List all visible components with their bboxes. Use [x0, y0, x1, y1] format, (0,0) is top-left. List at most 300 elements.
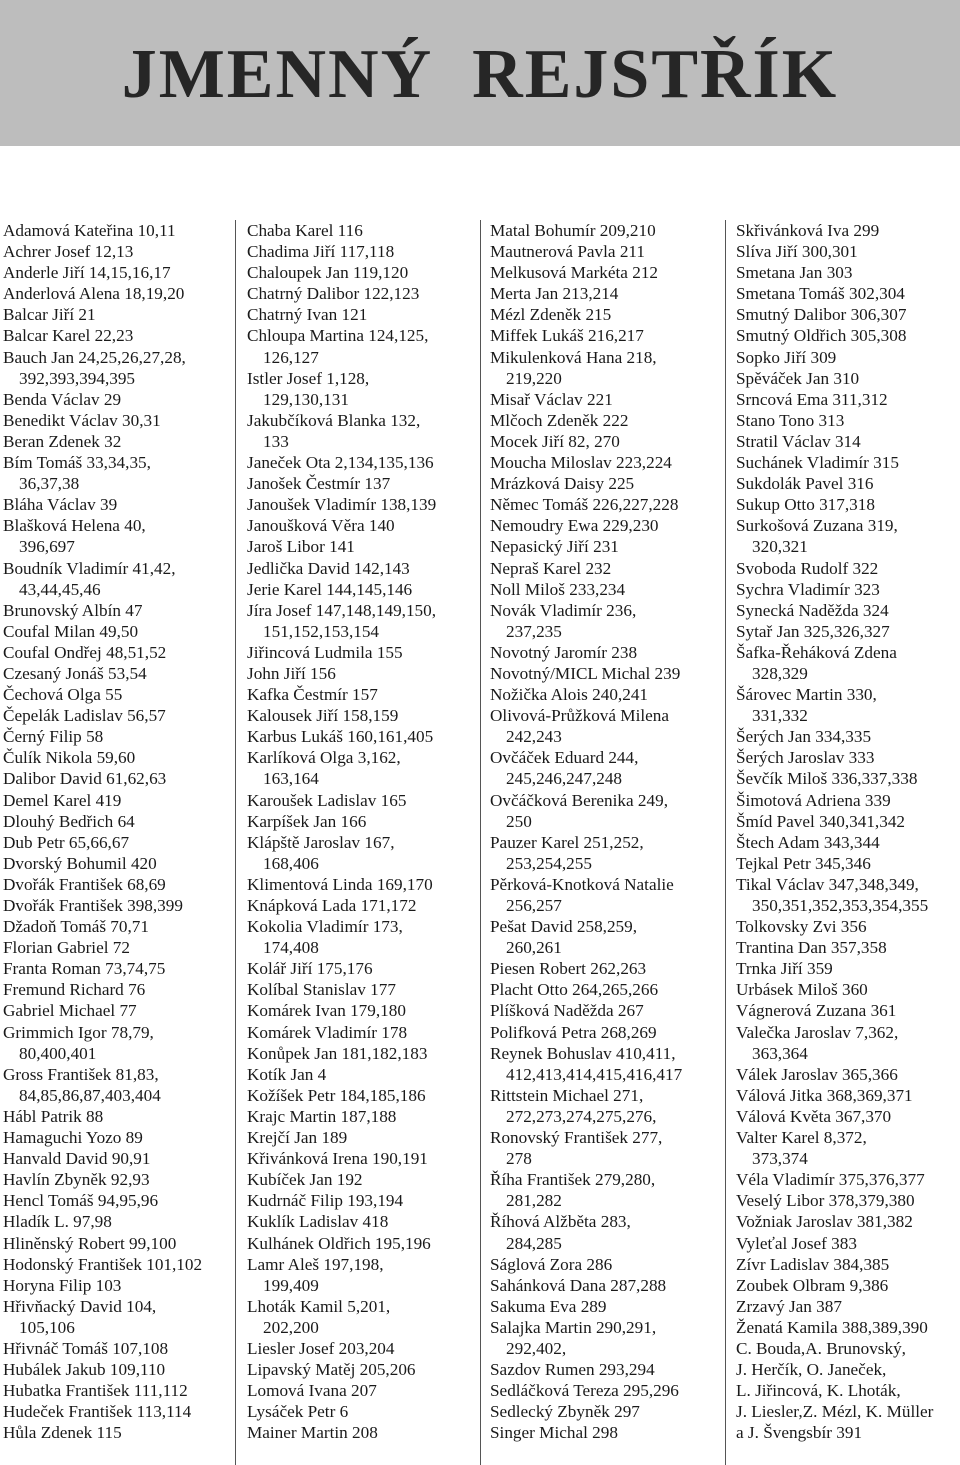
column-divider	[725, 220, 726, 1465]
entry-text: a J. Švengsbír 391	[736, 1423, 863, 1443]
index-entry	[3, 621, 231, 642]
index-entry	[736, 600, 958, 621]
index-entry	[736, 1106, 958, 1127]
index-entry	[3, 684, 231, 705]
entry-text: J. Liesler,Z. Mézl, K. Müller	[736, 1402, 934, 1422]
entry-continuation: 174,408	[263, 938, 319, 958]
entry-text: Hůla Zdenek 115	[3, 1423, 122, 1443]
entry-text: Gabriel Michael 77	[3, 1001, 137, 1021]
page-title: JMENNÝ REJSTŘÍK	[121, 36, 839, 113]
index-entry	[3, 220, 231, 241]
index-entry	[490, 241, 720, 262]
entry-text: Novotný/MICL Michal 239	[490, 663, 681, 683]
entry-text: Liesler Josef 203,204	[247, 1338, 395, 1358]
index-entry	[490, 1169, 720, 1211]
entry-text: Karoušek Ladislav 165	[247, 790, 407, 810]
entry-text: Hřivnáč Tomáš 107,108	[3, 1338, 169, 1358]
index-entry	[490, 663, 720, 684]
index-entry	[490, 473, 720, 494]
entry-text: Chatrný Ivan 121	[247, 305, 368, 325]
index-entry	[736, 1317, 958, 1338]
entry-text: Beran Zdenek 32	[3, 431, 122, 451]
entry-text: Sakuma Eva 289	[490, 1296, 607, 1316]
index-entry	[247, 811, 477, 832]
index-entry	[490, 1275, 720, 1296]
index-entry	[3, 1275, 231, 1296]
index-entry	[490, 747, 720, 789]
index-entry	[736, 642, 958, 684]
index-entry	[490, 874, 720, 916]
entry-text: Coufal Milan 49,50	[3, 621, 139, 641]
index-entry	[736, 1127, 958, 1169]
index-entry	[490, 431, 720, 452]
entry-text: Surkošová Zuzana 319,	[736, 516, 898, 536]
index-entry	[3, 642, 231, 663]
entry-text: Šmíd Pavel 340,341,342	[736, 811, 906, 831]
index-entry	[247, 1401, 477, 1422]
entry-text: Němec Tomáš 226,227,228	[490, 495, 679, 515]
index-entry	[736, 1169, 958, 1190]
entry-text: Bláha Václav 39	[3, 495, 118, 515]
index-entry	[490, 452, 720, 473]
index-entry	[247, 958, 477, 979]
entry-continuation: 281,282	[506, 1191, 562, 1211]
index-entry	[247, 494, 477, 515]
index-entry	[247, 1000, 477, 1021]
entry-text: Sukup Otto 317,318	[736, 495, 875, 515]
index-entry	[736, 747, 958, 768]
index-entry	[247, 1169, 477, 1190]
index-entry	[736, 832, 958, 853]
entry-text: Anderle Jiří 14,15,16,17	[3, 263, 171, 283]
index-entry	[736, 304, 958, 325]
index-entry	[490, 1085, 720, 1127]
entry-text: Hřivňacký David 104,	[3, 1296, 157, 1316]
entry-text: Nepasický Jiří 231	[490, 537, 619, 557]
entry-text: Čulík Nikola 59,60	[3, 748, 136, 768]
entry-continuation: 253,254,255	[506, 853, 592, 873]
index-entry	[247, 220, 477, 241]
entry-text: Janoušková Věra 140	[247, 516, 395, 536]
index-entry	[3, 1106, 231, 1127]
entry-continuation: 36,37,38	[19, 474, 80, 494]
index-entry	[490, 1254, 720, 1275]
index-entry	[3, 600, 231, 621]
index-entry	[736, 473, 958, 494]
entry-text: Jakubčíková Blanka 132,	[247, 410, 421, 430]
index-entry	[3, 515, 231, 557]
index-entry	[490, 1380, 720, 1401]
index-entry	[3, 410, 231, 431]
index-entry	[490, 1422, 720, 1443]
entry-text: Sychra Vladimír 323	[736, 579, 880, 599]
entry-text: Kokolia Vladimír 173,	[247, 917, 403, 937]
index-entry	[3, 874, 231, 895]
entry-continuation: 151,152,153,154	[263, 621, 380, 641]
entry-text: Jíra Josef 147,148,149,150,	[247, 600, 437, 620]
entry-text: Nemoudry Ewa 229,230	[490, 516, 659, 536]
index-entry	[3, 431, 231, 452]
index-entry	[490, 1211, 720, 1253]
entry-text: Svoboda Rudolf 322	[736, 558, 879, 578]
entry-text: Pauzer Karel 251,252,	[490, 832, 644, 852]
index-column-2	[247, 220, 477, 1465]
index-entry	[3, 979, 231, 1000]
index-entry	[247, 262, 477, 283]
entry-continuation: 80,400,401	[19, 1043, 97, 1063]
entry-text: Tejkal Petr 345,346	[736, 853, 871, 873]
entry-continuation: 412,413,414,415,416,417	[506, 1064, 683, 1084]
entry-text: Mlčoch Zdeněk 222	[490, 410, 629, 430]
entry-text: Smetana Tomáš 302,304	[736, 284, 905, 304]
entry-text: Smetana Jan 303	[736, 263, 853, 283]
entry-continuation: 278	[506, 1149, 532, 1169]
entry-text: Komárek Vladimír 178	[247, 1022, 408, 1042]
entry-text: Lamr Aleš 197,198,	[247, 1254, 384, 1274]
index-entry	[736, 347, 958, 368]
entry-text: Dvorský Bohumil 420	[3, 853, 157, 873]
entry-text: Trnka Jiří 359	[736, 959, 833, 979]
entry-text: Hábl Patrik 88	[3, 1106, 104, 1126]
index-entry	[3, 262, 231, 283]
entry-text: Válová Květa 367,370	[736, 1106, 892, 1126]
entry-continuation: 43,44,45,46	[19, 579, 101, 599]
entry-text: Janoušek Vladimír 138,139	[247, 495, 437, 515]
index-entry	[3, 1401, 231, 1422]
index-entry	[736, 1296, 958, 1317]
index-entry	[247, 1106, 477, 1127]
entry-text: Lipavský Matěj 205,206	[247, 1360, 416, 1380]
index-entry	[247, 642, 477, 663]
index-entry	[3, 958, 231, 979]
index-entry	[736, 1085, 958, 1106]
index-entry	[736, 790, 958, 811]
index-entry	[736, 1190, 958, 1211]
index-entry	[736, 1401, 958, 1422]
entry-text: Novotný Jaromír 238	[490, 642, 638, 662]
entry-text: Noll Miloš 233,234	[490, 579, 626, 599]
index-entry	[490, 1296, 720, 1317]
entry-text: Trantina Dan 357,358	[736, 938, 887, 958]
index-entry	[247, 410, 477, 452]
index-entry	[247, 325, 477, 367]
entry-text: Pešat David 258,259,	[490, 917, 638, 937]
entry-continuation: 199,409	[263, 1275, 319, 1295]
entry-text: Jiřincová Ludmila 155	[247, 642, 403, 662]
index-entry	[490, 220, 720, 241]
entry-text: Šafka-Řeháková Zdena	[736, 642, 897, 662]
index-entry	[3, 494, 231, 515]
index-entry	[247, 1422, 477, 1443]
index-entry	[736, 1359, 958, 1380]
entry-text: Hliněnský Robert 99,100	[3, 1233, 177, 1253]
entry-text: Karlíková Olga 3,162,	[247, 748, 401, 768]
index-entry	[3, 452, 231, 494]
entry-text: Adamová Kateřina 10,11	[3, 221, 176, 240]
entry-text: Czesaný Jonáš 53,54	[3, 663, 147, 683]
entry-text: Bauch Jan 24,25,26,27,28,	[3, 347, 186, 367]
index-entry	[736, 1275, 958, 1296]
index-entry	[247, 1085, 477, 1106]
index-entry	[490, 642, 720, 663]
entry-text: Karbus Lukáš 160,161,405	[247, 727, 434, 747]
entry-text: Fremund Richard 76	[3, 980, 146, 1000]
index-column-4	[736, 220, 958, 1465]
entry-text: Chaba Karel 116	[247, 221, 363, 240]
entry-text: Krejčí Jan 189	[247, 1128, 348, 1148]
index-columns	[0, 220, 960, 1465]
index-entry	[247, 1254, 477, 1296]
index-entry	[247, 916, 477, 958]
index-entry	[3, 726, 231, 747]
entry-continuation: 373,374	[752, 1149, 808, 1169]
index-entry	[490, 325, 720, 346]
entry-text: Dvořák František 398,399	[3, 896, 183, 915]
entry-continuation: 392,393,394,395	[19, 368, 136, 388]
entry-text: Stano Tono 313	[736, 410, 845, 430]
entry-text: Pěrková-Knotková Natalie	[490, 874, 674, 894]
index-entry	[736, 494, 958, 515]
entry-text: Balcar Karel 22,23	[3, 326, 134, 346]
entry-text: Kulhánek Oldřich 195,196	[247, 1233, 431, 1253]
index-entry	[736, 515, 958, 557]
index-entry	[247, 241, 477, 262]
index-entry	[247, 747, 477, 789]
index-entry	[3, 1254, 231, 1275]
index-entry	[490, 410, 720, 431]
entry-text: Matal Bohumír 209,210	[490, 221, 656, 240]
index-entry	[3, 1169, 231, 1190]
entry-text: Krajc Martin 187,188	[247, 1106, 397, 1126]
index-entry	[736, 220, 958, 241]
entry-text: L. Jiřincová, K. Lhoták,	[736, 1381, 901, 1401]
entry-text: Hencl Tomáš 94,95,96	[3, 1191, 159, 1211]
index-entry	[736, 1064, 958, 1085]
index-entry	[3, 1380, 231, 1401]
index-entry	[3, 325, 231, 346]
index-entry	[490, 1127, 720, 1169]
index-entry	[3, 1064, 231, 1106]
index-entry	[247, 1064, 477, 1085]
index-entry	[490, 389, 720, 410]
entry-continuation: 126,127	[263, 347, 319, 367]
entry-continuation: 396,697	[19, 537, 75, 557]
entry-text: Vágnerová Zuzana 361	[736, 1001, 897, 1021]
entry-text: Salajka Martin 290,291,	[490, 1317, 657, 1337]
index-entry	[3, 916, 231, 937]
entry-text: C. Bouda,A. Brunovský,	[736, 1338, 906, 1358]
index-entry	[247, 663, 477, 684]
entry-continuation: 202,200	[263, 1317, 319, 1337]
index-entry	[247, 1190, 477, 1211]
index-entry	[247, 1380, 477, 1401]
entry-text: Šimotová Adriena 339	[736, 790, 891, 810]
entry-text: Placht Otto 264,265,266	[490, 980, 659, 1000]
index-entry	[247, 452, 477, 473]
index-entry	[3, 1022, 231, 1064]
entry-text: Suchánek Vladimír 315	[736, 453, 899, 473]
index-entry	[736, 1422, 958, 1443]
entry-text: Srncová Ema 311,312	[736, 389, 888, 409]
index-entry	[247, 705, 477, 726]
entry-text: Hudeček František 113,114	[3, 1402, 192, 1422]
entry-continuation: 245,246,247,248	[506, 769, 623, 789]
entry-text: Lomová Ivana 207	[247, 1381, 377, 1401]
index-entry	[736, 579, 958, 600]
entry-text: Mézl Zdeněk 215	[490, 305, 612, 325]
entry-text: Dalibor David 61,62,63	[3, 769, 167, 789]
entry-text: John Jiří 156	[247, 663, 336, 683]
entry-text: Spěváček Jan 310	[736, 368, 860, 388]
index-entry	[736, 811, 958, 832]
entry-text: Klápště Jaroslav 167,	[247, 832, 395, 852]
index-entry	[3, 1190, 231, 1211]
entry-text: Čechová Olga 55	[3, 685, 123, 705]
entry-text: Anderlová Alena 18,19,20	[3, 284, 185, 304]
entry-text: Achrer Josef 12,13	[3, 242, 134, 262]
index-entry	[247, 684, 477, 705]
entry-text: Dub Petr 65,66,67	[3, 832, 130, 852]
index-entry	[736, 1233, 958, 1254]
entry-text: Dvořák František 68,69	[3, 874, 166, 894]
index-entry	[3, 304, 231, 325]
entry-text: Kalousek Jiří 158,159	[247, 706, 399, 726]
entry-text: Zívr Ladislav 384,385	[736, 1254, 890, 1274]
entry-text: Nožička Alois 240,241	[490, 685, 649, 705]
entry-text: Ovčáček Eduard 244,	[490, 748, 639, 768]
index-entry	[736, 916, 958, 937]
entry-text: Černý Filip 58	[3, 727, 104, 747]
entry-text: Benda Václav 29	[3, 389, 122, 409]
entry-text: Istler Josef 1,128,	[247, 368, 370, 388]
entry-text: Jaroš Libor 141	[247, 537, 355, 557]
entry-text: Kolíbal Stanislav 177	[247, 980, 396, 1000]
index-entry	[3, 1127, 231, 1148]
entry-text: Hladík L. 97,98	[3, 1212, 112, 1232]
index-entry	[247, 1148, 477, 1169]
entry-text: Hanvald David 90,91	[3, 1149, 151, 1169]
entry-text: Grimmich Igor 78,79,	[3, 1022, 154, 1042]
index-entry	[490, 494, 720, 515]
index-entry	[3, 663, 231, 684]
index-entry	[490, 1359, 720, 1380]
index-entry	[490, 515, 720, 536]
entry-text: Sazdov Rumen 293,294	[490, 1360, 655, 1380]
index-entry	[3, 1148, 231, 1169]
index-entry	[247, 1296, 477, 1338]
index-entry	[247, 473, 477, 494]
index-entry	[247, 1359, 477, 1380]
title-banner	[0, 0, 960, 146]
index-column-3	[490, 220, 720, 1465]
index-entry	[736, 621, 958, 642]
index-entry	[3, 1296, 231, 1338]
entry-text: Zrzavý Jan 387	[736, 1296, 842, 1316]
index-entry	[247, 1338, 477, 1359]
index-entry	[490, 979, 720, 1000]
entry-text: Lysáček Petr 6	[247, 1402, 349, 1422]
index-entry	[247, 1211, 477, 1232]
index-entry	[247, 579, 477, 600]
entry-text: Horyna Filip 103	[3, 1275, 122, 1295]
column-divider	[235, 220, 236, 1465]
entry-text: Dlouhý Bedřich 64	[3, 811, 135, 831]
entry-text: Kafka Čestmír 157	[247, 685, 378, 705]
entry-text: Lhoták Kamil 5,201,	[247, 1296, 391, 1316]
index-entry	[736, 768, 958, 789]
index-entry	[247, 726, 477, 747]
entry-text: Klimentová Linda 169,170	[247, 874, 433, 894]
entry-text: Misař Václav 221	[490, 389, 613, 409]
entry-text: Sahánková Dana 287,288	[490, 1275, 667, 1295]
entry-text: Benedikt Václav 30,31	[3, 410, 161, 430]
entry-text: Křivánková Irena 190,191	[247, 1149, 428, 1169]
entry-text: Sytař Jan 325,326,327	[736, 621, 890, 641]
index-entry	[3, 790, 231, 811]
entry-text: Konůpek Jan 181,182,183	[247, 1043, 428, 1063]
entry-text: Válek Jaroslav 365,366	[736, 1064, 898, 1084]
entry-text: Stratil Václav 314	[736, 431, 861, 451]
entry-continuation: 163,164	[263, 769, 319, 789]
entry-text: Plíšková Naděžda 267	[490, 1001, 644, 1021]
entry-text: Ševčík Miloš 336,337,338	[736, 769, 918, 789]
index-entry	[490, 536, 720, 557]
index-entry	[247, 536, 477, 557]
entry-text: Merta Jan 213,214	[490, 284, 619, 304]
entry-text: Sukdolák Pavel 316	[736, 474, 874, 494]
index-entry	[3, 1211, 231, 1232]
index-entry	[736, 684, 958, 726]
entry-text: Hubálek Jakub 109,110	[3, 1360, 166, 1380]
entry-continuation: 272,273,274,275,276,	[506, 1106, 657, 1126]
index-entry	[3, 1338, 231, 1359]
index-entry	[736, 431, 958, 452]
index-entry	[3, 853, 231, 874]
entry-text: Singer Michal 298	[490, 1423, 618, 1443]
index-entry	[490, 916, 720, 958]
index-entry	[490, 1000, 720, 1021]
index-entry	[247, 1233, 477, 1254]
index-entry	[3, 895, 231, 916]
index-entry	[736, 958, 958, 979]
entry-continuation: 260,261	[506, 938, 562, 958]
entry-continuation: 328,329	[752, 663, 808, 683]
entry-text: Mrázková Daisy 225	[490, 474, 635, 494]
entry-continuation: 237,235	[506, 621, 562, 641]
index-entry	[3, 937, 231, 958]
index-entry	[736, 241, 958, 262]
index-entry	[490, 283, 720, 304]
entry-continuation: 331,332	[752, 706, 808, 726]
entry-text: Urbásek Miloš 360	[736, 980, 868, 1000]
entry-text: Džadoň Tomáš 70,71	[3, 917, 149, 937]
entry-text: Kuklík Ladislav 418	[247, 1212, 389, 1232]
index-entry	[736, 1211, 958, 1232]
entry-text: Balcar Jiří 21	[3, 305, 96, 325]
entry-text: Boudník Vladimír 41,42,	[3, 558, 176, 578]
entry-text: Brunovský Albín 47	[3, 600, 143, 620]
index-entry	[247, 304, 477, 325]
entry-text: Vožniak Jaroslav 381,382	[736, 1212, 913, 1232]
entry-continuation: 219,220	[506, 368, 562, 388]
index-entry	[247, 895, 477, 916]
entry-text: Havlín Zbyněk 92,93	[3, 1170, 150, 1190]
entry-continuation: 363,364	[752, 1043, 808, 1063]
entry-text: Ovčáčková Berenika 249,	[490, 790, 669, 810]
index-entry	[736, 262, 958, 283]
entry-text: Sopko Jiří 309	[736, 347, 837, 367]
entry-text: Tikal Václav 347,348,349,	[736, 874, 919, 894]
